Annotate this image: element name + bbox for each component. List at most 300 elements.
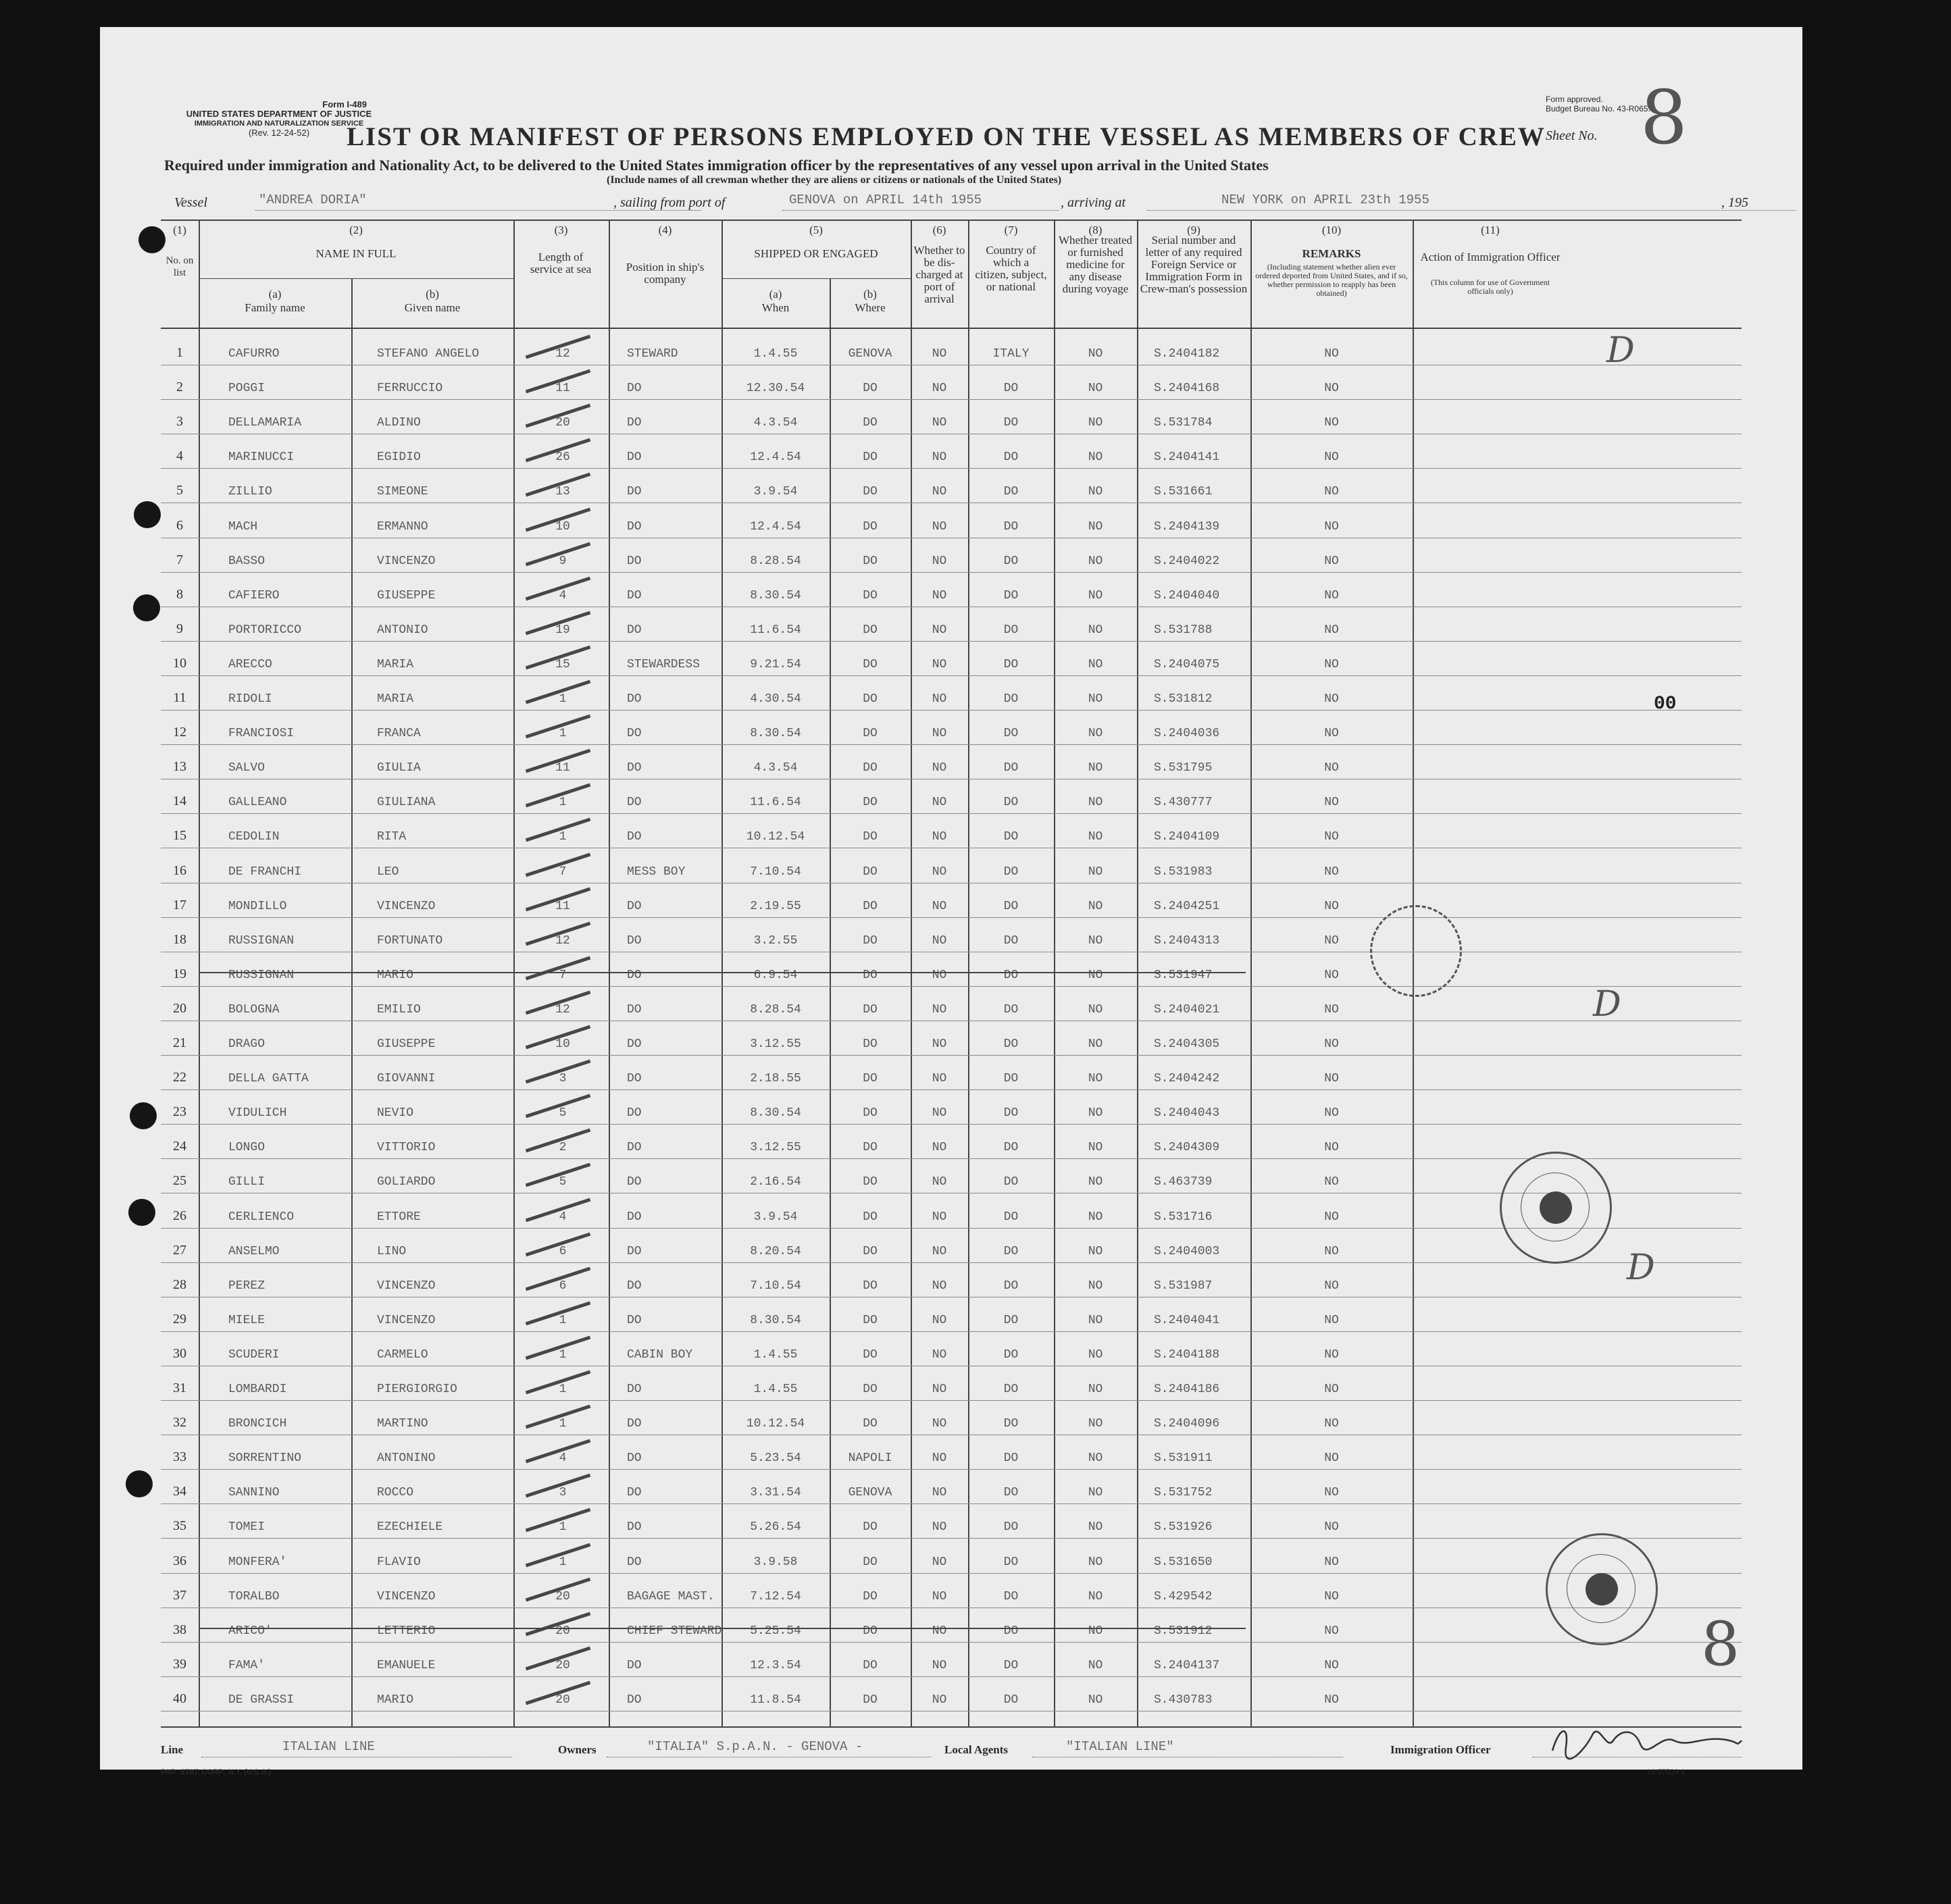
cell-serial: S.531752 [1154,1486,1213,1500]
cell-disch: NO [932,1486,947,1500]
table-row [161,607,1742,642]
table-row [161,1089,1742,1125]
cell-service: 1 [559,1555,567,1569]
col9-label: Serial number and letter of any required Foreign Service or Immigration Form in Crew-man's possession [1140,234,1248,295]
cell-position: DO [627,1313,642,1327]
cell-position: DO [627,623,642,637]
cell-treated: NO [1088,1175,1103,1189]
cell-position: DO [627,1451,642,1466]
cell-position: BAGAGE MAST. [627,1589,715,1603]
cell-country: DO [1003,588,1019,602]
col10-label: REMARKS [1302,247,1361,260]
cell-disch: NO [932,1175,947,1189]
cell-given: STEFANO ANGELO [377,347,480,361]
cell-family: ARECCO [228,657,272,671]
cell-treated: NO [1088,796,1103,810]
cell-position: DO [627,1555,642,1569]
officer-signature [1546,1720,1748,1761]
sheet-number: 8 [1640,74,1688,161]
cell-country: DO [1003,692,1019,706]
binder-hole [138,226,166,253]
cell-remarks: NO [1324,1210,1339,1224]
cell-disch: NO [932,588,947,602]
row-number: 33 [173,1449,186,1465]
initials-mark-2: D [1593,984,1621,1025]
cell-disch: NO [932,1279,947,1293]
cell-country: DO [1003,485,1019,499]
cell-remarks: NO [1324,347,1339,361]
cell-position: STEWARD [627,347,678,361]
cell-when: 2.16.54 [750,1175,801,1189]
cell-treated: NO [1088,899,1103,913]
cell-when: 9.21.54 [750,657,801,671]
cell-serial: S.2404141 [1154,451,1220,465]
cell-disch: NO [932,1417,947,1431]
cell-treated: NO [1088,1244,1103,1258]
cell-serial: S.2404075 [1154,657,1220,671]
col3-num: (3) [554,224,568,236]
arriving-label: , arriving at [1061,195,1126,210]
row-number: 11 [173,690,186,706]
cell-where: DO [863,1313,878,1327]
cell-disch: NO [932,692,947,706]
cell-given: VINCENZO [377,899,436,913]
cell-where: GENOVA [848,1486,892,1500]
cell-position: DO [627,968,642,982]
sheet-label: Sheet No. [1546,128,1598,143]
cell-serial: S.2404109 [1154,830,1220,844]
table-row [161,330,1742,365]
cell-disch: NO [932,933,947,948]
cell-disch: NO [932,1589,947,1603]
cell-country: DO [1003,1347,1019,1362]
cell-given: VITTORIO [377,1141,436,1155]
cell-position: STEWARDESS [627,657,701,671]
cell-treated: NO [1088,692,1103,706]
cell-family: GILLI [228,1175,265,1189]
cell-country: DO [1003,1175,1019,1189]
table-row [161,1297,1742,1332]
cell-disch: NO [932,1451,947,1466]
col5b-num: (b) [863,288,877,301]
col2a-num: (a) [268,288,282,301]
cell-remarks: NO [1324,1520,1339,1535]
cell-when: 5.26.54 [750,1520,801,1535]
cell-remarks: NO [1324,451,1339,465]
cell-given: LETTERIO [377,1624,436,1638]
table-row [161,434,1742,469]
col9-num: (9) [1187,224,1200,236]
table-row [161,952,1742,987]
cell-country: DO [1003,727,1019,741]
cell-when: 11.6.54 [750,796,801,810]
cell-given: EMILIO [377,1002,421,1017]
cell-where: DO [863,1141,878,1155]
row-number: 26 [173,1208,186,1223]
cell-remarks: NO [1324,485,1339,499]
revision: (Rev. 12-24-52) [248,128,310,138]
row-number: 14 [173,794,186,809]
cell-treated: NO [1088,933,1103,948]
sheet-number-bottom: 8 [1701,1609,1740,1680]
cell-service: 1 [559,692,567,706]
row-number: 35 [173,1518,186,1534]
cell-position: DO [627,1244,642,1258]
include-notice: (Include names of all crewman whether they are aliens or citizens or nationals of the United States) [607,174,1062,186]
table-row [161,1435,1742,1470]
cell-when: 1.4.55 [753,347,798,361]
cell-country: DO [1003,1555,1019,1569]
cell-treated: NO [1088,1658,1103,1672]
cell-disch: NO [932,554,947,568]
cell-treated: NO [1088,761,1103,775]
cell-country: DO [1003,933,1019,948]
cell-country: DO [1003,1210,1019,1224]
table-row [161,1503,1742,1539]
cell-serial: S.2404305 [1154,1037,1220,1052]
cell-service: 1 [559,1347,567,1362]
row-strikethrough [199,1628,1246,1629]
year-suffix: , 195 [1721,195,1748,210]
cell-country: DO [1003,796,1019,810]
col5-num: (5) [809,224,823,236]
cell-when: 3.12.55 [750,1037,801,1052]
cell-given: VINCENZO [377,1313,436,1327]
cell-when: 10.12.54 [746,1417,805,1431]
cell-position: DO [627,830,642,844]
cell-remarks: NO [1324,761,1339,775]
binder-hole [126,1470,153,1497]
cell-family: DRAGO [228,1037,265,1052]
cell-where: DO [863,1106,878,1121]
cell-given: GIUSEPPE [377,588,436,602]
col2-label: NAME IN FULL [315,247,397,260]
table-row [161,538,1742,573]
row-number: 34 [173,1484,186,1499]
cell-where: DO [863,1002,878,1017]
cell-treated: NO [1088,727,1103,741]
cell-treated: NO [1088,485,1103,499]
cell-when: 7.10.54 [750,1279,801,1293]
cell-treated: NO [1088,588,1103,602]
cell-serial: S.463739 [1154,1175,1213,1189]
row-number: 15 [173,828,186,844]
cell-family: GALLEANO [228,796,287,810]
cell-country: DO [1003,1244,1019,1258]
cell-service: 3 [559,1072,567,1086]
cell-position: DO [627,692,642,706]
cell-treated: NO [1088,347,1103,361]
cell-country: DO [1003,1002,1019,1017]
cell-family: FRANCIOSI [228,727,295,741]
cell-when: 3.31.54 [750,1486,801,1500]
row-number: 21 [173,1035,186,1051]
col3-label: Length of service at sea [530,251,592,276]
cell-treated: NO [1088,1347,1103,1362]
cell-remarks: NO [1324,1589,1339,1603]
cell-given: GIOVANNI [377,1072,436,1086]
cell-family: SANNINO [228,1486,280,1500]
cell-family: PEREZ [228,1279,265,1293]
table-row [161,813,1742,848]
cell-where: DO [863,588,878,602]
cell-given: VINCENZO [377,554,436,568]
cell-remarks: NO [1324,899,1339,913]
cell-service: 5 [559,1175,567,1189]
officer-label: Immigration Officer [1390,1743,1491,1756]
cell-treated: NO [1088,1417,1103,1431]
cell-country: DO [1003,1383,1019,1397]
cell-remarks: NO [1324,1417,1339,1431]
cell-disch: NO [932,382,947,396]
cell-family: TOMEI [228,1520,265,1535]
cell-treated: NO [1088,554,1103,568]
service: IMMIGRATION AND NATURALIZATION SERVICE [194,120,364,128]
cell-serial: S.2404313 [1154,933,1220,948]
cell-when: 8.30.54 [750,588,801,602]
agents-label: Local Agents [944,1743,1008,1756]
cell-family: ANSELMO [228,1244,280,1258]
cell-service: 20 [555,1693,570,1707]
col2b-num: (b) [426,288,439,301]
cell-position: DO [627,554,642,568]
cell-remarks: NO [1324,1072,1339,1086]
row-number: 6 [176,517,183,533]
cell-where: DO [863,1417,878,1431]
table-row [161,1124,1742,1159]
cell-service: 20 [555,1624,570,1638]
form-number: Form I-489 [322,99,367,109]
cell-remarks: NO [1324,657,1339,671]
cell-remarks: NO [1324,1141,1339,1155]
cell-serial: S.531926 [1154,1520,1213,1535]
cell-service: 12 [555,933,570,948]
table-row [161,917,1742,952]
cell-serial: S.531812 [1154,692,1213,706]
cell-family: MARINUCCI [228,451,295,465]
cell-when: 10.12.54 [746,830,805,844]
manifest-sheet [100,27,1802,1776]
cell-where: DO [863,485,878,499]
row-number: 28 [173,1277,186,1292]
row-number: 23 [173,1104,186,1120]
cell-where: DO [863,451,878,465]
cell-family: MACH [228,519,258,534]
arriving-port: NEW YORK on APRIL 23th 1955 [1221,192,1429,207]
cell-service: 7 [559,865,567,879]
cell-remarks: NO [1324,416,1339,430]
cell-service: 7 [559,968,567,982]
cell-country: DO [1003,623,1019,637]
cell-country: DO [1003,1417,1019,1431]
cell-service: 20 [555,1658,570,1672]
cell-disch: NO [932,1520,947,1535]
cell-country: DO [1003,1279,1019,1293]
cell-disch: NO [932,865,947,879]
cell-given: ETTORE [377,1210,421,1224]
cell-service: 10 [555,519,570,534]
footer-line [161,1739,1742,1759]
cell-service: 5 [559,1106,567,1121]
cell-serial: S.531911 [1154,1451,1213,1466]
row-number: 3 [176,414,183,430]
cell-when: 1.4.55 [753,1347,798,1362]
cell-serial: S.2404182 [1154,347,1220,361]
row-number: 36 [173,1553,186,1568]
table-row [161,710,1742,745]
cell-where: DO [863,657,878,671]
cell-country: DO [1003,1451,1019,1466]
cell-remarks: NO [1324,1279,1339,1293]
cell-serial: S.531987 [1154,1279,1213,1293]
cell-when: 11.6.54 [750,623,801,637]
cell-country: DO [1003,1693,1019,1707]
cell-when: 3.9.54 [753,485,798,499]
cell-position: CABIN BOY [627,1347,693,1362]
vessel-line [174,192,1802,213]
cell-service: 1 [559,830,567,844]
cell-country: DO [1003,416,1019,430]
row-number: 1 [176,345,183,361]
cell-given: NEVIO [377,1106,414,1121]
col1-num: (1) [173,224,186,236]
cell-disch: NO [932,899,947,913]
table-row [161,1469,1742,1504]
owners-name: "ITALIA" S.p.A.N. - GENOVA - [647,1739,863,1754]
cell-remarks: NO [1324,796,1339,810]
cell-where: DO [863,1520,878,1535]
cell-position: DO [627,1141,642,1155]
cell-disch: NO [932,1141,947,1155]
col11-num: (11) [1481,224,1500,236]
col5a-num: (a) [769,288,782,301]
cell-when: 7.10.54 [750,865,801,879]
cell-family: SORRENTINO [228,1451,302,1466]
initials-mark-1: D [1606,330,1635,371]
cell-service: 11 [555,382,570,396]
cell-where: NAPOLI [848,1451,892,1466]
row-number: 37 [173,1587,186,1603]
row-number: 17 [173,897,186,912]
cell-given: MARIO [377,1693,414,1707]
cell-where: DO [863,1589,878,1603]
cell-remarks: NO [1324,1037,1339,1052]
cell-serial: S.2404022 [1154,554,1220,568]
table-row [161,744,1742,779]
consulate-stamp-2 [1546,1533,1658,1645]
cell-given: FERRUCCIO [377,382,443,396]
vessel-name: "ANDREA DORIA" [259,192,367,207]
cell-family: RIDOLI [228,692,272,706]
cell-family: CAFURRO [228,347,280,361]
binder-hole [133,594,160,621]
cell-family: MONDILLO [228,899,287,913]
cell-family: ARICO' [228,1624,272,1638]
cell-family: DELLA GATTA [228,1072,309,1086]
binder-hole [128,1199,155,1226]
cell-family: PORTORICCO [228,623,302,637]
table-row [161,779,1742,814]
line-name: ITALIAN LINE [282,1739,375,1754]
row-strikethrough [199,972,1246,973]
cell-position: DO [627,451,642,465]
table-row [161,1400,1742,1435]
cell-disch: NO [932,830,947,844]
cell-disch: NO [932,1210,947,1224]
row-number: 31 [173,1381,186,1396]
cell-family: BRONCICH [228,1417,287,1431]
cell-when: 8.28.54 [750,554,801,568]
cell-family: CEDOLIN [228,830,280,844]
cell-serial: S.2404186 [1154,1383,1220,1397]
cell-given: PIERGIORGIO [377,1383,457,1397]
cell-remarks: NO [1324,1624,1339,1638]
cell-country: DO [1003,968,1019,982]
cell-country: DO [1003,1037,1019,1052]
cell-where: DO [863,1658,878,1672]
table-row [161,1055,1742,1090]
cell-when: 6.9.54 [753,968,798,982]
cell-given: MARIA [377,657,414,671]
cell-where: DO [863,899,878,913]
row-number: 39 [173,1656,186,1672]
cell-when: 12.3.54 [750,1658,801,1672]
cell-country: DO [1003,1313,1019,1327]
cell-given: EZECHIELE [377,1520,443,1535]
cell-where: DO [863,1279,878,1293]
cell-family: TORALBO [228,1589,280,1603]
cell-treated: NO [1088,1037,1103,1052]
cell-when: 7.12.54 [750,1589,801,1603]
cell-service: 10 [555,1037,570,1052]
cell-disch: NO [932,485,947,499]
cell-where: DO [863,554,878,568]
cell-given: ALDINO [377,416,421,430]
cell-family: ZILLIO [228,485,272,499]
cell-remarks: NO [1324,519,1339,534]
col2a-label: Family name [245,301,305,314]
cell-remarks: NO [1324,1383,1339,1397]
cell-disch: NO [932,1383,947,1397]
cell-position: DO [627,1279,642,1293]
cell-position: DO [627,761,642,775]
cell-disch: NO [932,1555,947,1569]
cell-service: 2 [559,1141,567,1155]
cell-country: DO [1003,1520,1019,1535]
cell-country: DO [1003,1624,1019,1638]
cell-country: DO [1003,519,1019,534]
required-notice: Required under immigration and Nationality Act, to be delivered to the United States immigration officer by the representatives of any vessel upon arrival in the United States [164,157,1269,174]
cell-when: 8.30.54 [750,727,801,741]
manifest-title: LIST OR MANIFEST OF PERSONS EMPLOYED ON THE VESSEL AS MEMBERS OF CREW [347,122,1546,151]
cell-country: DO [1003,1141,1019,1155]
consulate-stamp [1500,1152,1612,1264]
col4-num: (4) [658,224,672,236]
row-number: 10 [173,655,186,671]
sailing-label: , sailing from port of [613,195,726,210]
table-row [161,1366,1742,1401]
cell-family: POGGI [228,382,265,396]
cell-country: DO [1003,761,1019,775]
cell-treated: NO [1088,519,1103,534]
cell-given: SIMEONE [377,485,428,499]
row-number: 5 [176,483,183,498]
cell-where: DO [863,1383,878,1397]
col6-num: (6) [932,224,946,236]
cell-when: 3.2.55 [753,933,798,948]
cell-remarks: NO [1324,1451,1339,1466]
cell-serial: S.531661 [1154,485,1213,499]
